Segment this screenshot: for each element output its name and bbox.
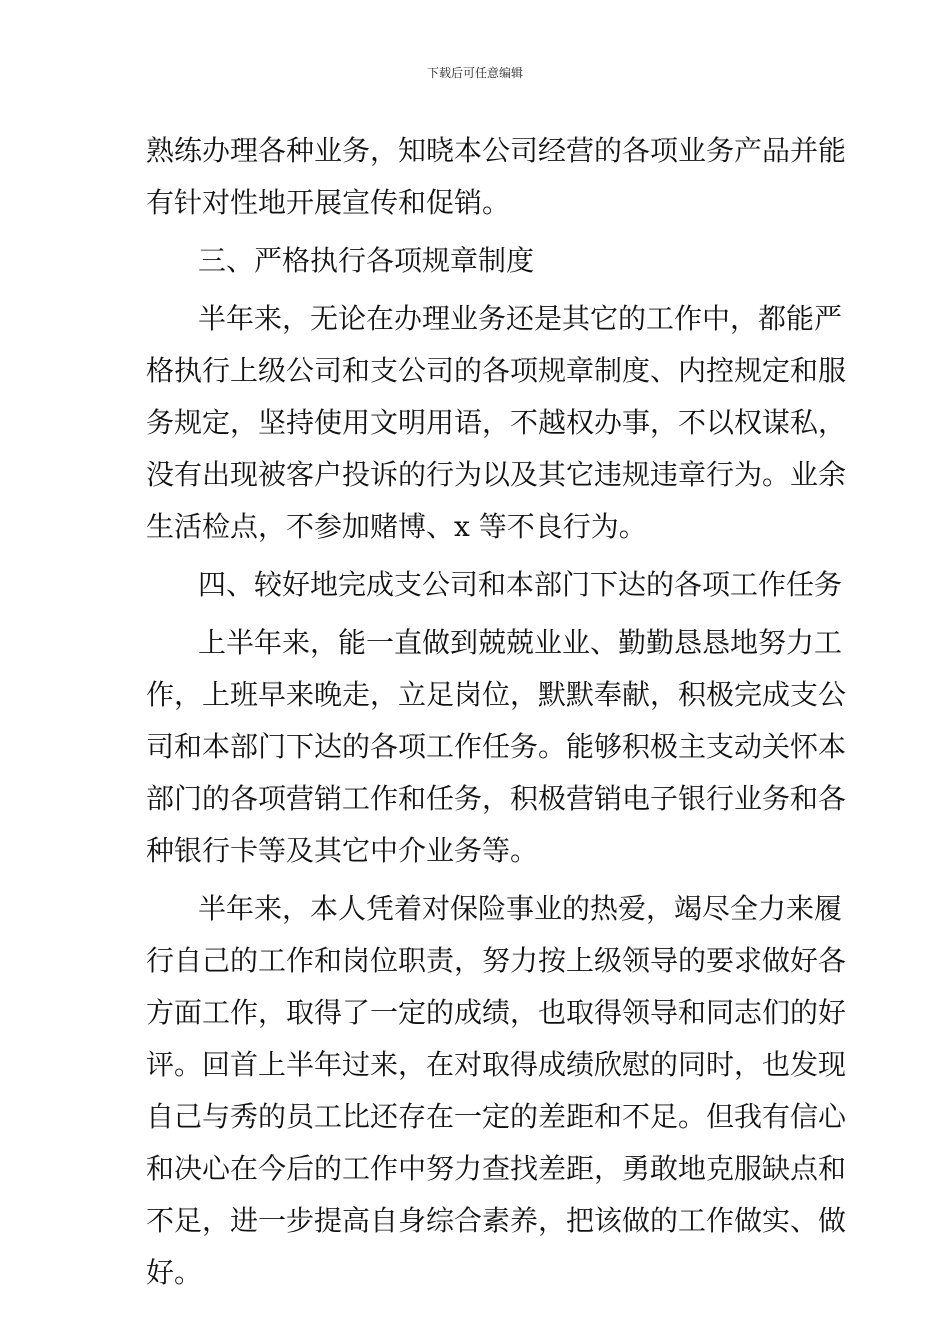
text-line: 半年来，本人凭着对保险事业的热爱，竭尽全力来履 [198,892,843,925]
section-heading [146,559,843,611]
text-line: 种银行卡等及其它中介业务等。 [146,834,539,867]
paragraph [146,293,847,553]
paragraph [146,883,847,1299]
document-body [146,125,847,1299]
text-line: 司和本部门下达的各项工作任务。能够积极主支动关怀本 [146,730,847,763]
page-header: 下载后可任意编辑 [426,66,523,80]
text-line: 上半年来，能一直做到兢兢业业、勤勤恳恳地努力工 [198,626,843,659]
text-line: 作，上班早来晚走，立足岗位，默默奉献，积极完成支公 [146,678,847,711]
section-heading-text: 四、较好地完成支公司和本部门下达的各项工作任务 [198,568,843,601]
text-line: 不足，进一步提高自身综合素养，把该做的工作做实、做 [146,1204,847,1237]
text-line: 部门的各项营销工作和任务，积极营销电子银行业务和各 [146,782,847,815]
text-line: 熟练办理各种业务，知晓本公司经营的各项业务产品并能 [146,134,847,167]
section-heading-text: 三、严格执行各项规章制度 [198,244,535,277]
paragraph [146,617,847,877]
text-line: 格执行上级公司和支公司的各项规章制度、内控规定和服 [146,354,847,387]
text-line: 没有出现被客户投诉的行为以及其它违规违章行为。业余 [146,458,847,491]
text-line: 好。 [146,1256,203,1289]
paragraph [146,125,847,229]
text-line: 评。回首上半年过来，在对取得成绩欣慰的同时，也发现 [146,1048,847,1081]
text-line: 有针对性地开展宣传和促销。 [146,186,511,219]
text-line: 半年来，无论在办理业务还是其它的工作中，都能严 [198,302,843,335]
text-line: 自己与秀的员工比还存在一定的差距和不足。但我有信心 [146,1100,847,1133]
text-line: 方面工作，取得了一定的成绩，也取得领导和同志们的好 [146,996,847,1029]
text-line: 和决心在今后的工作中努力查找差距，勇敢地克服缺点和 [146,1152,847,1185]
text-line: 行自己的工作和岗位职责，努力按上级领导的要求做好各 [146,944,847,977]
section-heading [146,235,810,287]
text-line: 生活检点，不参加赌博、x 等不良行为。 [146,510,647,543]
text-line: 务规定，坚持使用文明用语，不越权办事，不以权谋私， [146,406,847,439]
